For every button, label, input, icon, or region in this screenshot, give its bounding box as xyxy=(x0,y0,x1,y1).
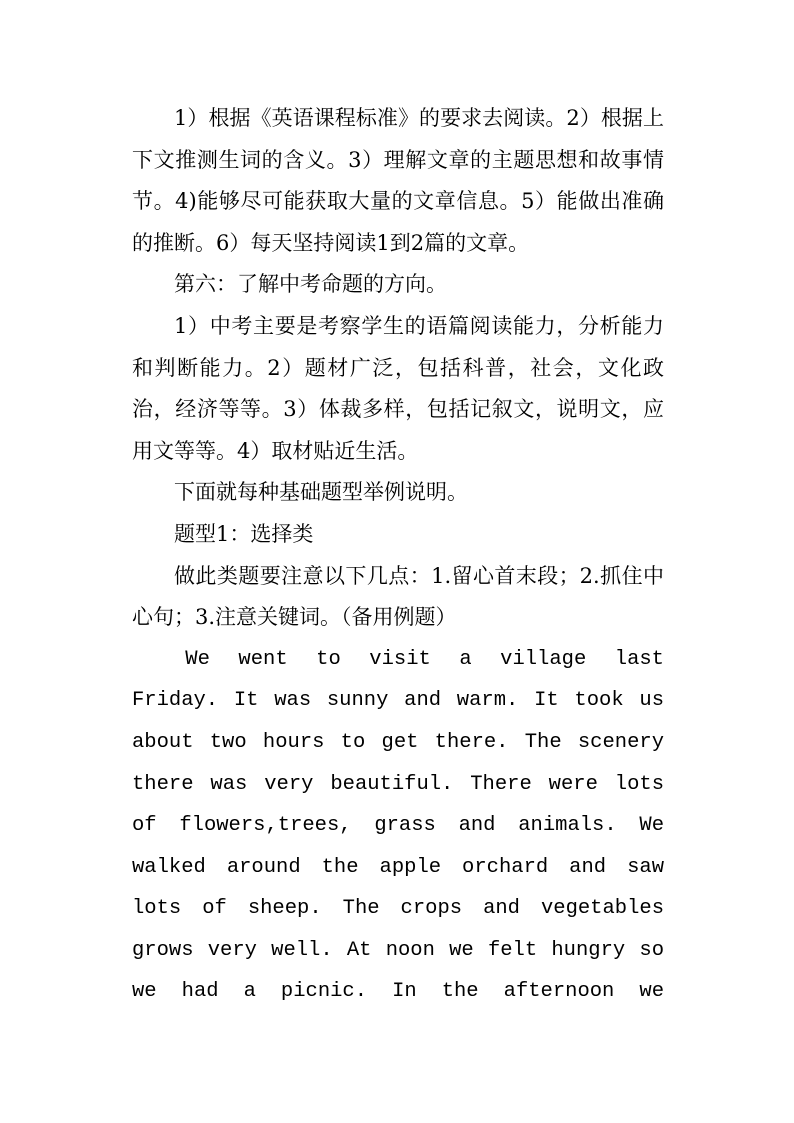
section-heading-six: 第六：了解中考命题的方向。 xyxy=(174,272,447,297)
tips-paragraph: 做此类题要注意以下几点：1.留心首末段；2.抓住中心句；3.注意关键词。（备用例题） xyxy=(132,563,664,630)
reading-requirements-paragraph: 1）根据《英语课程标准》的要求去阅读。2）根据上下文推测生词的含义。3）理解文章的主题思想和故事情节。4)能够尽可能获取大量的文章信息。5）能做出准确的推断。6）每天坚持阅读1到2篇的文章。 xyxy=(132,106,664,255)
exam-direction-paragraph: 1）中考主要是考察学生的语篇阅读能力，分析能力和判断能力。2）题材广泛，包括科普，社会，文化政治，经济等等。3）体裁多样，包括记叙文，说明文，应用文等等。4）取材贴近生活。 xyxy=(132,313,664,463)
intro-line: 下面就每种基础题型举例说明。 xyxy=(174,480,468,505)
question-type-heading: 题型1：选择类 xyxy=(174,521,314,546)
english-passage: We went to visit a village last Friday. It was sunny and warm. It took us about two hours to get there. The scenery there was very beautiful. There were lots of flowers,trees, grass and animals. We walked around the apple orchard and saw lots of sheep. The crops and vegetables grows very well. At noon we felt hungry so we had a picnic. In the afternoon we xyxy=(132,647,664,1004)
document-body xyxy=(132,98,664,1004)
